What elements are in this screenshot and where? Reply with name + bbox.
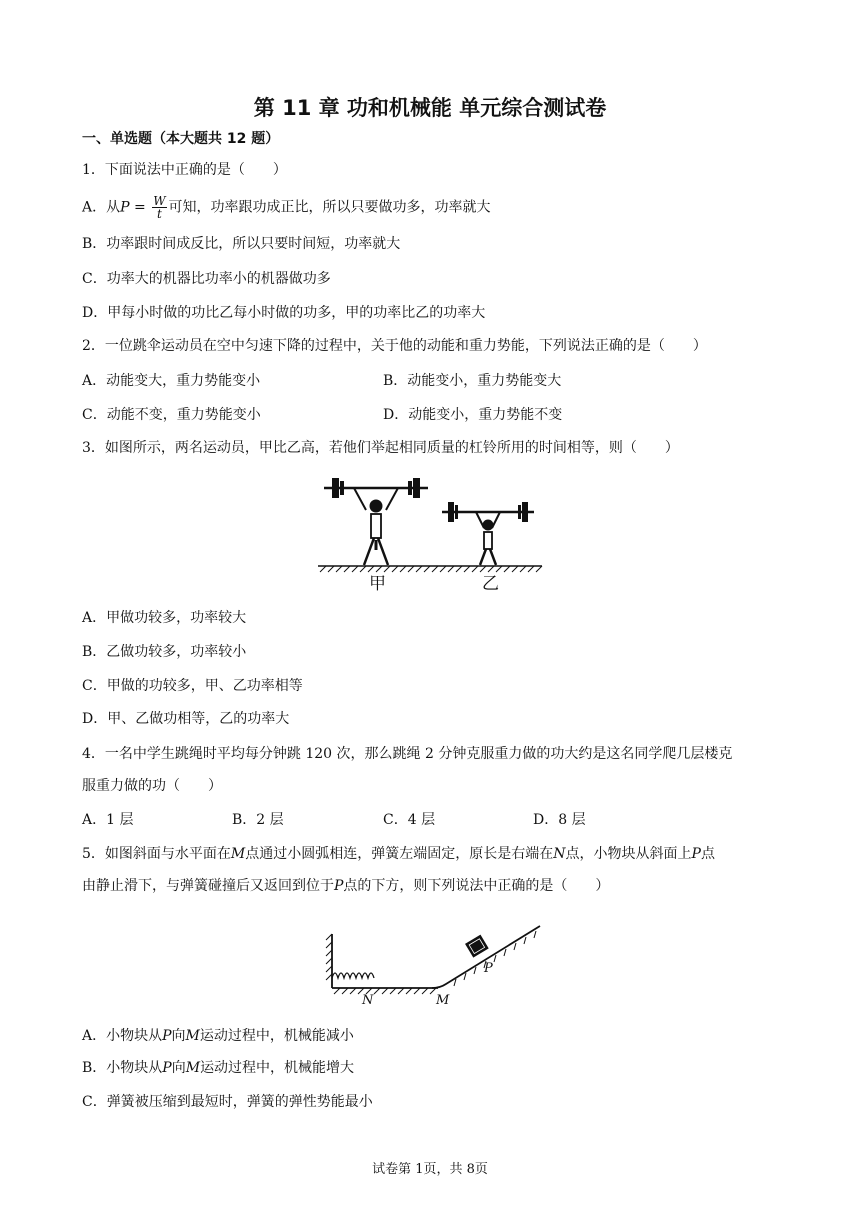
q3-option-c[interactable]: C．甲做的功较多，甲、乙功率相等 [82,678,303,694]
q5-s1-point-m: M [230,846,246,862]
q1-option-b[interactable]: B．功率跟时间成反比，所以只要时间短，功率就大 [82,236,401,252]
q5-b-text-a: B．小物块从 [82,1060,163,1076]
label-p: P [484,961,493,976]
q5-s1-text-b: 点通过小圆弧相连，弹簧左端固定，原长是右端在 [245,846,554,862]
section-heading: 一、单选题（本大题共 12 题） [82,131,280,147]
q3-option-a[interactable]: A．甲做功较多，功率较大 [82,610,247,626]
q5-a-point-p: P [162,1028,172,1044]
q5-option-a[interactable] [82,1026,354,1046]
q5-option-c[interactable]: C．弹簧被压缩到最短时，弹簧的弹性势能最小 [82,1094,373,1110]
q1-option-c[interactable]: C．功率大的机器比功率小的机器做功多 [82,271,331,287]
label-n: N [362,993,374,1008]
q2-option-a[interactable]: A．动能变大，重力势能变小 [82,373,261,389]
incline-spring-figure [322,918,546,1014]
page-title: 第 11 章 功和机械能 单元综合测试卷 [253,96,607,120]
q5-a-text-a: A．小物块从 [82,1028,163,1044]
q4-option-d[interactable]: D．8 层 [533,812,586,828]
spring [332,973,374,978]
formula-p: P [120,199,130,216]
q5-b-text-c: 运动过程中，机械能增大 [200,1060,355,1076]
q5-s1-text-d: 点 [700,846,715,862]
q4-option-a[interactable]: A．1 层 [82,812,134,828]
q5-a-point-m: M [185,1028,200,1044]
q5-s1-point-p: P [691,846,701,862]
formula-numerator: W [153,194,166,208]
q2-stem: 2．一位跳伞运动员在空中匀速下降的过程中，关于他的动能和重力势能，下列说法正确的是（ ） [82,338,707,354]
label-m: M [436,993,450,1008]
block [465,935,489,958]
q5-a-text-b: 向 [171,1028,186,1044]
q5-s2-text-a: 由静止滑下，与弹簧碰撞后又返回到位于 [82,878,334,894]
q1-option-a[interactable] [82,195,491,220]
q2-option-c[interactable]: C．动能不变，重力势能变小 [82,407,261,423]
q5-stem-line1 [82,844,715,864]
q5-s2-text-b: 点的下方，则下列说法中正确的是（ ） [343,878,610,894]
page-footer: 试卷第 1页，共 8页 [372,1162,488,1177]
q5-s1-text-a: 5．如图斜面与水平面在 [82,846,231,862]
q1-a-prefix: A．从 [82,199,121,216]
label-yi: 乙 [482,574,499,594]
q4-option-b[interactable]: B．2 层 [232,812,284,828]
formula-fraction [152,195,166,220]
q5-option-b[interactable] [82,1058,354,1078]
q4-stem-line2: 服重力做的功（ ） [82,778,222,794]
q5-b-point-p: P [162,1060,172,1076]
lifter-yi [442,502,534,565]
q1-option-d[interactable]: D．甲每小时做的功比乙每小时做的功多，甲的功率比乙的功率大 [82,305,486,321]
q3-option-b[interactable]: B．乙做功较多，功率较小 [82,644,247,660]
q1-a-text: 可知，功率跟功成正比，所以只要做功多，功率就大 [168,199,491,216]
q4-stem-line1: 4．一名中学生跳绳时平均每分钟跳 120 次，那么跳绳 2 分钟克服重力做的功大约是这名同学爬几层楼克 [82,746,733,762]
q2-option-b[interactable]: B．动能变小，重力势能变大 [383,373,562,389]
q2-option-d[interactable]: D．动能变小，重力势能不变 [383,407,563,423]
q3-option-d[interactable]: D．甲、乙做功相等，乙的功率大 [82,711,290,727]
lifter-jia [324,478,428,565]
formula-denominator: t [156,207,162,221]
q5-s2-point-p: P [334,878,344,894]
q4-option-c[interactable]: C．4 层 [383,812,436,828]
q5-a-text-c: 运动过程中，机械能减小 [199,1028,354,1044]
q3-stem: 3．如图所示，两名运动员，甲比乙高，若他们举起相同质量的杠铃所用的时间相等，则（ ） [82,440,679,456]
q5-s1-point-n: N [553,846,566,862]
q5-s1-text-c: 点，小物块从斜面上 [565,846,692,862]
formula-eq: = [129,199,151,216]
weightlifters-figure [310,470,550,596]
q5-stem-line2 [82,876,609,896]
label-jia: 甲 [369,574,386,594]
q1-stem: 1．下面说法中正确的是（ ） [82,162,287,178]
q5-b-point-m: M [185,1060,201,1076]
q5-b-text-b: 向 [171,1060,186,1076]
